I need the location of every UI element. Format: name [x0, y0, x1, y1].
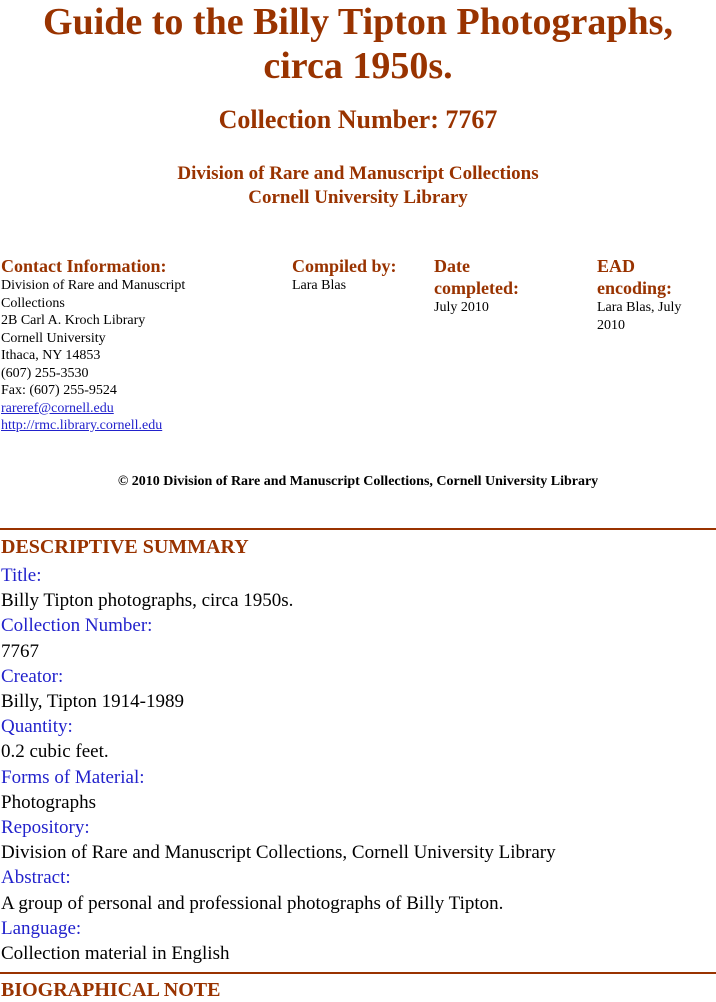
summary-label: Title:: [1, 565, 42, 586]
contact-line: 2B Carl A. Kroch Library: [1, 313, 146, 328]
summary-label: Forms of Material:: [1, 766, 145, 788]
descriptive-summary: [1, 563, 711, 966]
compiled-heading: Compiled by:: [292, 256, 397, 276]
summary-value: A group of personal and professional photographs of Billy Tipton.: [1, 892, 504, 914]
summary-label: Abstract:: [1, 867, 71, 889]
summary-value: Billy Tipton photographs, circa 1950s.: [1, 590, 294, 612]
title-line-2: circa 1950s.: [263, 45, 453, 87]
section-divider: [0, 528, 716, 530]
contact-line: Division of Rare and Manuscript Collections: [1, 278, 186, 311]
descriptive-summary-heading: DESCRIPTIVE SUMMARY: [1, 536, 249, 558]
date-heading: Date completed:: [434, 256, 519, 298]
institution-heading: [0, 162, 716, 210]
contact-line: Ithaca, NY 14853: [1, 348, 101, 363]
summary-value: Division of Rare and Manuscript Collections, Cornell University Library: [1, 842, 556, 864]
ead-heading: EAD encoding:: [597, 256, 673, 298]
contact-line: Cornell University: [1, 330, 106, 346]
summary-value: Photographs: [1, 791, 96, 813]
title-line-1: Guide to the Billy Tipton Photographs,: [43, 1, 673, 43]
summary-label: Repository:: [1, 817, 90, 839]
contact-line: (607) 255-3530: [1, 365, 89, 381]
contact-information: [1, 255, 271, 435]
summary-value: 7767: [1, 640, 39, 662]
summary-label: Creator:: [1, 665, 64, 687]
summary-label: Quantity:: [1, 716, 73, 738]
summary-value: 0.2 cubic feet.: [1, 741, 109, 763]
division-name: Division of Rare and Manuscript Collections: [177, 163, 539, 184]
ead-encoding: [597, 255, 709, 334]
biographical-note-heading: BIOGRAPHICAL NOTE: [1, 979, 221, 1001]
contact-details: [1, 277, 271, 435]
summary-value: Collection material in English: [1, 943, 230, 965]
contact-heading: Contact Information:: [1, 256, 167, 276]
compiled-value: Lara Blas: [292, 278, 347, 293]
library-name: Cornell University Library: [248, 187, 468, 208]
page-title: [0, 0, 716, 88]
ead-value: Lara Blas, July 2010: [597, 300, 682, 333]
website-link[interactable]: http://rmc.library.cornell.edu: [1, 418, 163, 433]
date-completed: [434, 255, 559, 317]
date-value: July 2010: [434, 300, 489, 315]
summary-value: Billy, Tipton 1914-1989: [1, 691, 185, 713]
collection-number-heading: Collection Number: 7767: [218, 105, 498, 134]
section-divider: [0, 972, 716, 974]
summary-label: Language:: [1, 917, 82, 939]
compiled-by: [292, 255, 402, 295]
contact-line: Fax: (607) 255-9524: [1, 383, 117, 398]
copyright-notice: © 2010 Division of Rare and Manuscript Collections, Cornell University Library: [117, 474, 599, 489]
email-link[interactable]: rareref@cornell.edu: [1, 400, 114, 416]
summary-label: Collection Number:: [1, 615, 153, 637]
